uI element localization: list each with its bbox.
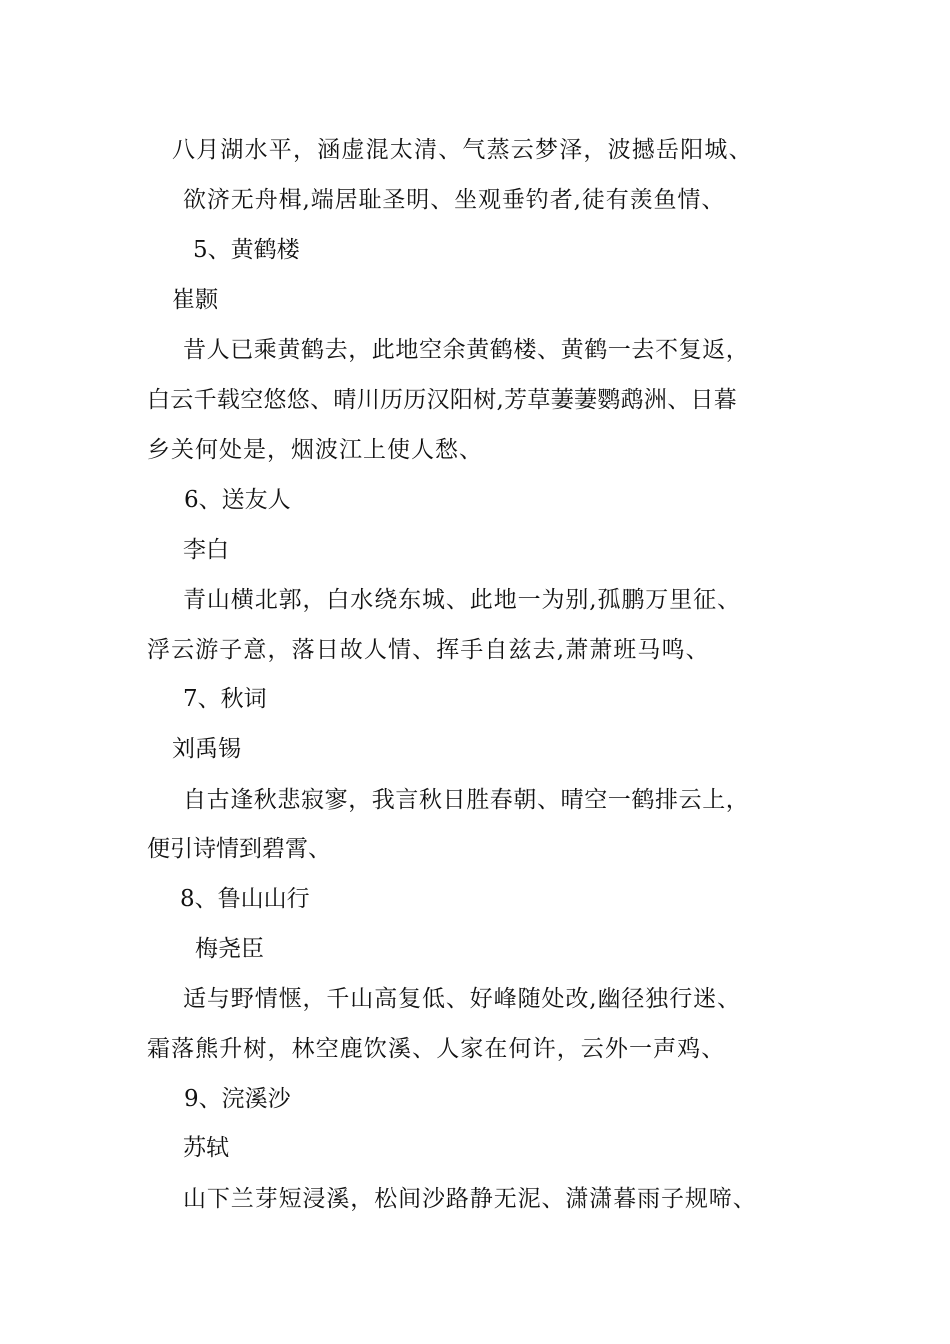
poem-line: 昔人已乘黄鹤去，此地空余黄鹤楼、黄鹤一去不复返， [183,337,750,363]
poem-author: 梅尧臣 [195,936,264,962]
poem-line: 白云千载空悠悠、晴川历历汉阳树,芳草萋萋鹦鹉洲、日暮 [147,387,738,413]
poem-line: 山下兰芽短浸溪，松间沙路静无泥、潇潇暮雨子规啼、 [183,1186,757,1212]
poem-line: 乡关何处是，烟波江上使人愁、 [147,437,483,463]
poem-title: 8、鲁山山行 [180,886,310,912]
poem-line: 便引诗情到碧霄、 [147,836,331,862]
poem-author: 崔颢 [172,287,218,313]
poem-line: 八月湖水平，涵虚混太清、气蒸云梦泽，波撼岳阳城、 [172,137,753,163]
poem-title: 9、浣溪沙 [184,1086,291,1112]
poem-title: 5、黄鹤楼 [193,237,300,263]
poem-author: 刘禹锡 [172,736,241,762]
poem-line: 适与野情惬，千山高复低、好峰随处改,幽径独行迷、 [183,986,741,1012]
poem-author: 苏轼 [183,1135,229,1161]
poem-line: 霜落熊升树，林空鹿饮溪、人家在何许，云外一声鸡、 [147,1036,726,1062]
poem-author: 李白 [183,537,229,563]
poem-line: 自古逢秋悲寂寥，我言秋日胜春朝、晴空一鹤排云上， [183,787,750,813]
poem-title: 7、秋词 [183,686,267,712]
poem-title: 6、送友人 [184,487,291,513]
poem-line: 青山横北郭，白水绕东城、此地一为别,孤鹏万里征、 [183,587,741,613]
poem-line: 欲济无舟楫,端居耻圣明、坐观垂钓者,徒有羡鱼情、 [183,187,726,213]
poem-line: 浮云游子意，落日故人情、挥手自兹去,萧萧班马鸣、 [147,637,710,663]
